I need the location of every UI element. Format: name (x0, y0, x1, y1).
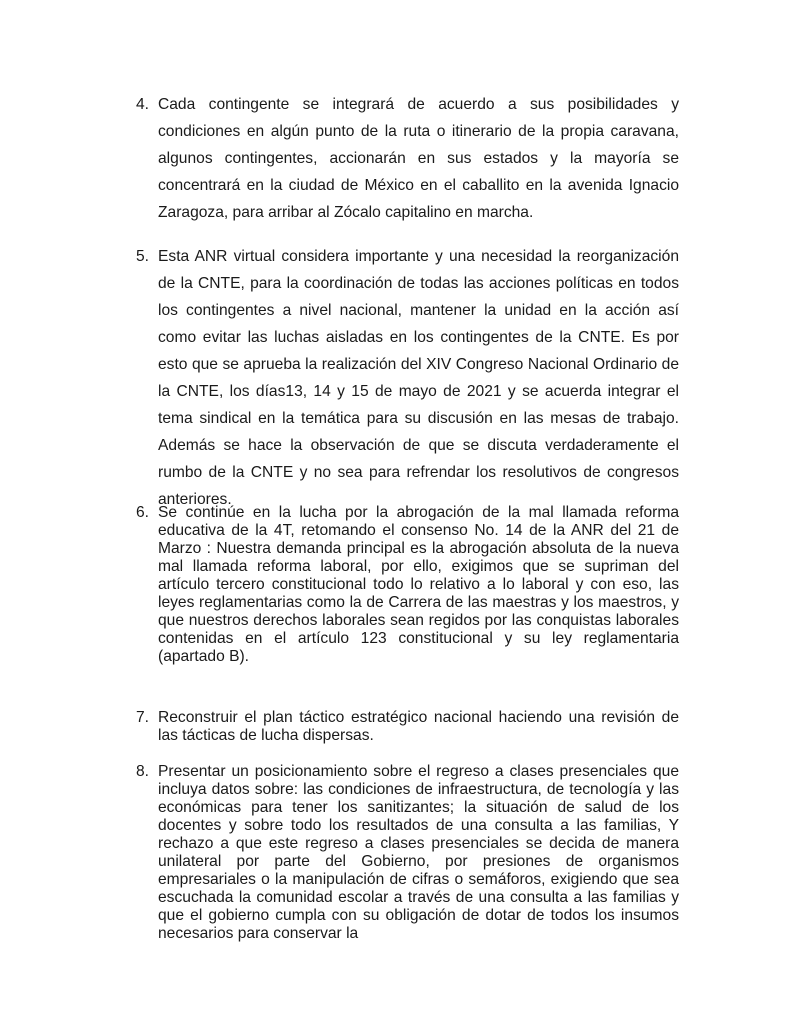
item-text: Cada contingente se integrará de acuerdo a sus posibilidades y condiciones en algún punto de la ruta o itinerario de la propia caravana, algunos contingentes, accionarán en sus estados y la mayoría se concentrará en la ciudad de México en el caballito en la avenida Ignacio Zaragoza, para arribar al Zócalo capitalino en marcha. (158, 96, 679, 221)
list-item-8 (136, 763, 679, 943)
item-number: 6. (136, 504, 150, 521)
item-text: Presentar un posicionamiento sobre el regreso a clases presenciales que incluya datos sobre: las condiciones de infraestructura, de tecnología y las económicas para tener los sanitizantes; la situación de salud de los docentes y sobre todo los resultados de una consulta a las familias, Y rechazo a que este regreso a clases presenciales se decida de manera unilateral por parte del Gobierno, por presiones de organismos empresariales o la manipulación de cifras o semáforos, exigiendo que sea escuchada la comunidad escolar a través de una consulta a las familias y que el gobierno cumpla con su obligación de dotar de todos los insumos necesarios para conservar la (158, 763, 679, 942)
list-item-7 (136, 709, 679, 745)
item-text: Reconstruir el plan táctico estratégico nacional haciendo una revisión de las tácticas de lucha dispersas. (158, 709, 679, 744)
item-number: 4. (136, 96, 150, 113)
list-item-4 (136, 91, 679, 226)
list-item-5 (136, 243, 679, 513)
item-text: Esta ANR virtual considera importante y una necesidad la reorganización de la CNTE, para la coordinación de todas las acciones políticas en todos los contingentes a nivel nacional, mantener la unidad en la acción así como evitar las luchas aisladas en los contingentes de la CNTE. Es por esto que se aprueba la realización del XIV Congreso Nacional Ordinario de la CNTE, los días13, 14 y 15 de mayo de 2021 y se acuerda integrar el tema sindical en la temática para su discusión en las mesas de trabajo. Además se hace la observación de que se discuta verdaderamente el rumbo de la CNTE y no sea para refrendar los resolutivos de congresos anteriores. (158, 248, 679, 508)
item-number: 8. (136, 763, 150, 780)
item-number: 7. (136, 709, 150, 726)
item-text: Se continúe en la lucha por la abrogación de la mal llamada reforma educativa de la 4T, retomando el consenso No. 14 de la ANR del 21 de Marzo : Nuestra demanda principal es la abrogación absoluta de la nueva mal llamada reforma laboral, por ello, exigimos que se supriman del artículo tercero constitucional todo lo relativo a lo laboral y con eso, las leyes reglamentarias como la de Carrera de las maestras y los maestros, y que nuestros derechos laborales sean regidos por las conquistas laborales contenidas en el artículo 123 constitucional y su ley reglamentaria (apartado B). (158, 504, 679, 665)
item-number: 5. (136, 248, 150, 265)
list-item-6 (136, 504, 679, 666)
